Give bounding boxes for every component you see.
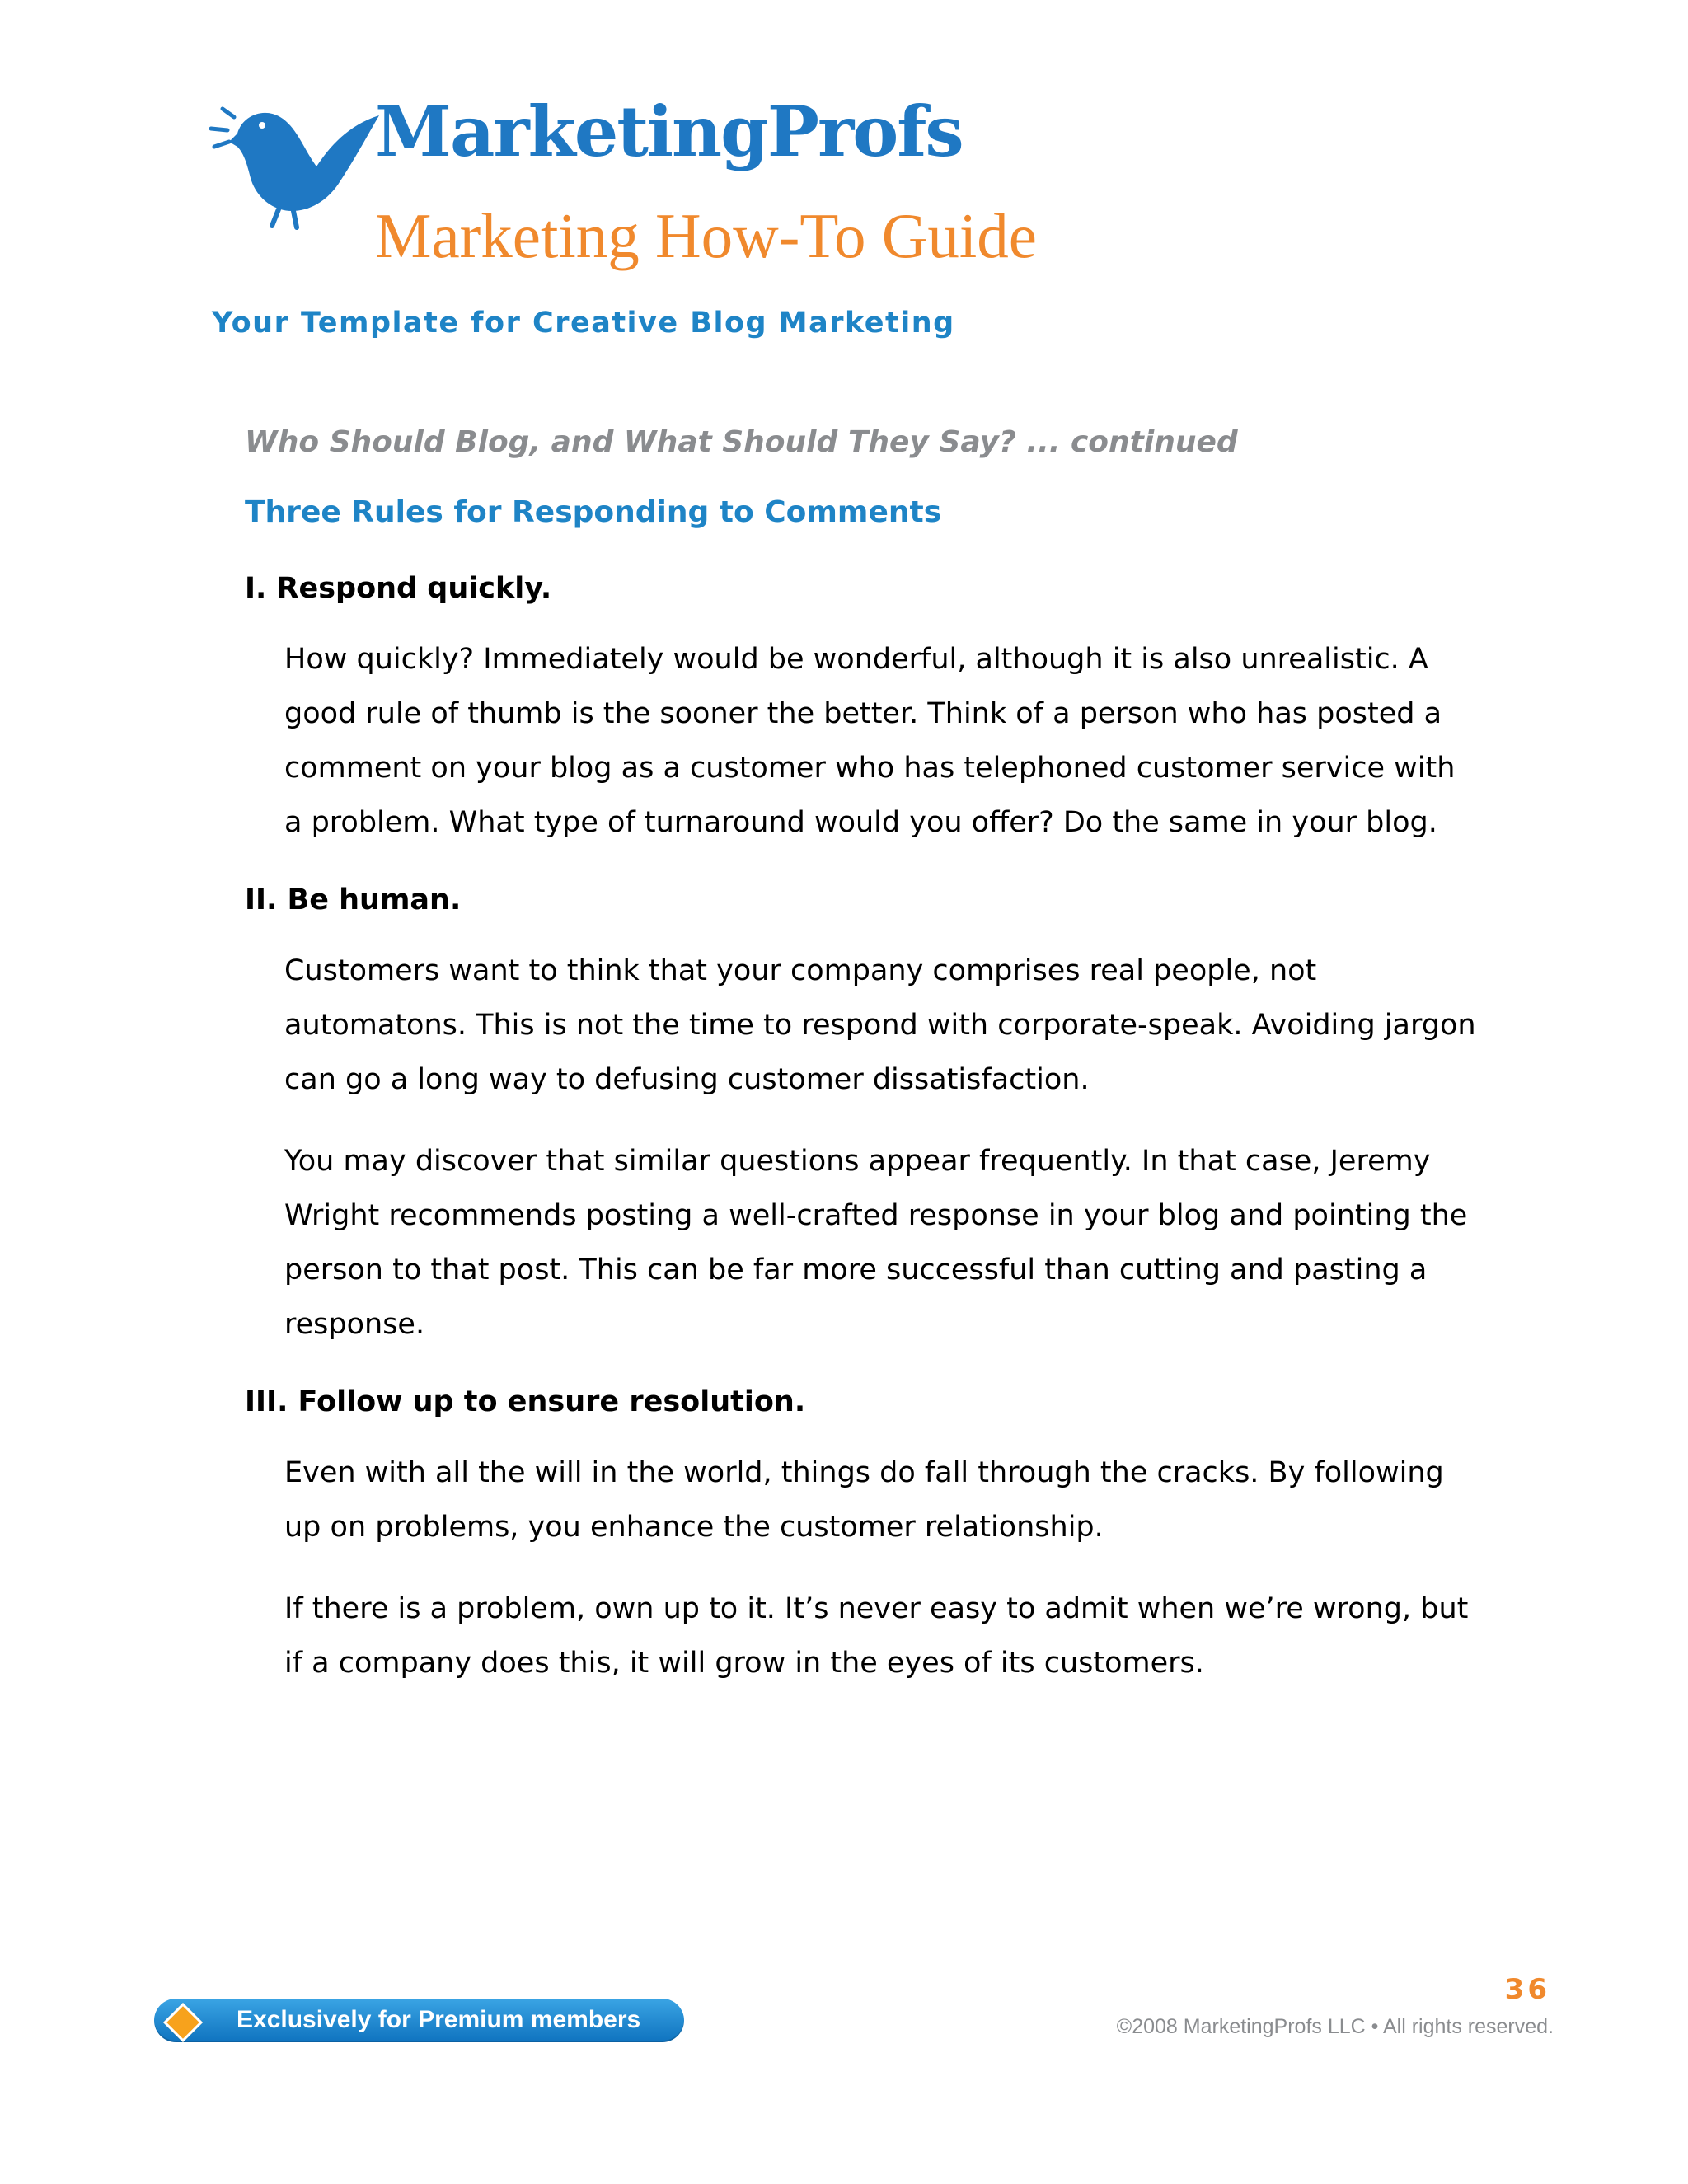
- rule-title: I. Respond quickly.: [245, 572, 552, 605]
- document-subtitle: Your Template for Creative Blog Marketing: [212, 307, 955, 340]
- rule-title: II. Be human.: [245, 883, 462, 916]
- bird-icon: [206, 99, 383, 231]
- rule-section: [245, 566, 1481, 850]
- rule-section: [245, 878, 1481, 1352]
- section-heading: Three Rules for Responding to Comments: [245, 495, 942, 529]
- premium-badge: [154, 1999, 684, 2042]
- logo: [206, 91, 1113, 280]
- rule-paragraph: How quickly? Immediately would be wonderful, although it is also unrealistic. A good rule of thumb is the sooner the better. Think of a person who has posted a comment on your blog as a customer who has telephoned customer service with a problem. What type of turnaround would you offer? Do the same in your blog.: [284, 643, 1456, 839]
- rule-section: [245, 1380, 1481, 1690]
- continued-heading: Who Should Blog, and What Should They Say? ... continued: [245, 425, 1238, 459]
- main-content: [245, 420, 1481, 1690]
- brand-name: MarketingProfs: [375, 91, 963, 172]
- copyright-notice: ©2008 MarketingProfs LLC • All rights reserved.: [1116, 2015, 1554, 2038]
- diamond-icon: [163, 2003, 203, 2042]
- premium-label: Exclusively for Premium members: [237, 2006, 641, 2033]
- page-number: 36: [1504, 1973, 1550, 2006]
- rule-title: III. Follow up to ensure resolution.: [245, 1385, 806, 1418]
- rule-paragraph: You may discover that similar questions appear frequently. In that case, Jeremy Wright recommends posting a well-crafted response in your blog and pointing the person to that post. This can be far more successful than cutting and pasting a response.: [284, 1145, 1468, 1341]
- guide-title: Marketing How-To Guide: [375, 200, 1037, 271]
- rule-paragraph: Customers want to think that your company comprises real people, not automatons. This is not the time to respond with corporate-speak. Avoiding jargon can go a long way to defusing customer dissatisfaction.: [284, 954, 1476, 1096]
- rule-paragraph: Even with all the will in the world, things do fall through the cracks. By following up on problems, you enhance the customer relationship.: [284, 1456, 1444, 1544]
- rule-paragraph: If there is a problem, own up to it. It’s never easy to admit when we’re wrong, but if a company does this, it will grow in the eyes of its customers.: [284, 1592, 1469, 1680]
